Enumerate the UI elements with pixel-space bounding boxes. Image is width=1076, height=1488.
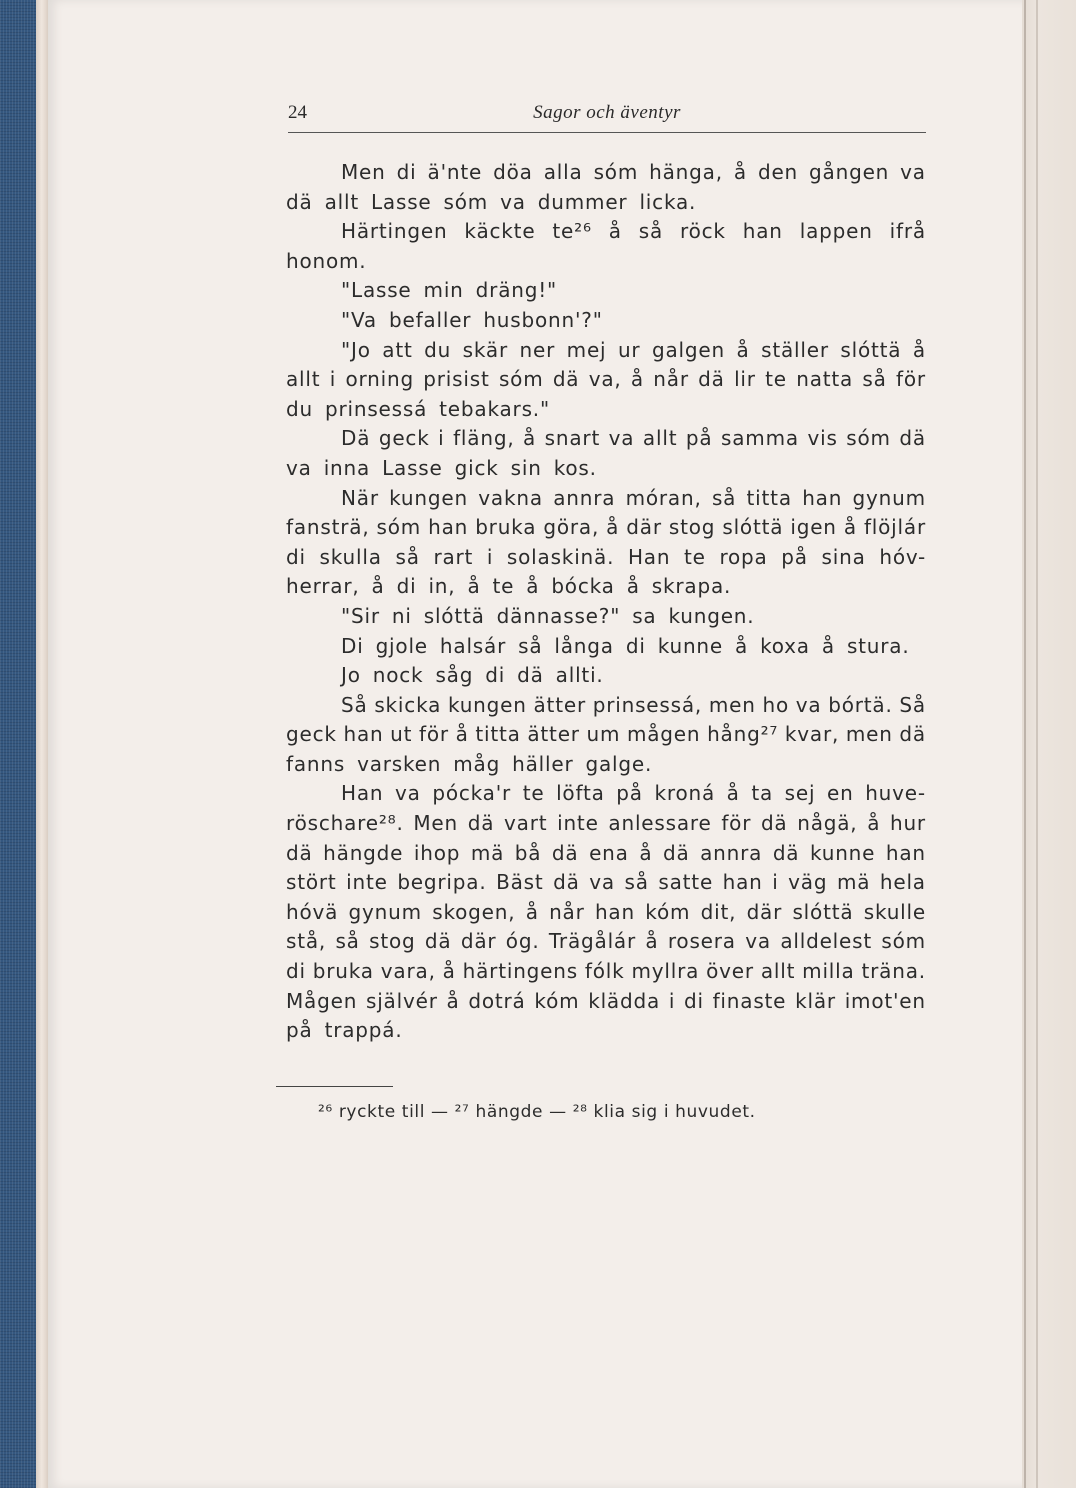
text-line: stört inte begripa. Bäst dä va så satte han i väg mä hela [286, 870, 926, 895]
text-line: När kungen vakna annra móran, så titta han gynum [341, 485, 926, 510]
text-line: Men di ä'nte döa alla sóm hänga, å den gången va [341, 160, 926, 184]
text-line: fanns varsken måg häller galge. [286, 751, 653, 776]
text-line: fansträ, sóm han bruka göra, å där stog slóttä igen å flöjlár [286, 515, 926, 540]
header-rule [288, 132, 926, 133]
text-line: Härtingen käckte te²⁶ å så röck han lappen ifrå [341, 219, 926, 244]
text-line: dä hängde ihop mä bå dä ena å dä annra dä kunne han [286, 840, 926, 865]
page-edges-right [1022, 0, 1076, 1488]
text-line: "Lasse min dräng!" [341, 278, 558, 303]
text-line: på trappá. [286, 1018, 403, 1043]
body-text [286, 158, 926, 1046]
text-line: Så skicka kungen ätter prinsessá, men ho va bórtä. Så [341, 692, 926, 717]
text-line: di bruka vara, å härtingens fólk myllra över allt milla träna. [286, 959, 926, 984]
text-line: Dä geck i fläng, å snart va allt på samma vis sóm dä [341, 426, 926, 451]
book-binding [0, 0, 40, 1488]
text-line: röschare²⁸. Men dä vart inte anlessare för dä någä, å hur [286, 811, 926, 836]
page-number: 24 [288, 102, 307, 123]
text-line: allt i orning prisist sóm dä va, å når dä lir te natta så för [286, 367, 926, 392]
text-line: hóvä gynum skogen, å når han kóm dit, där slóttä skulle [286, 899, 926, 924]
text-line: herrar, å di in, å te å bócka å skrapa. [286, 574, 732, 599]
text-line: va inna Lasse gick sin kos. [286, 455, 597, 480]
text-line: Han va pócka'r te löfta på kroná å ta sej en huve- [341, 781, 926, 806]
text-line: Jo nock såg di dä allti. [341, 663, 604, 688]
text-line: di skulla så rart i solaskinä. Han te ropa på sina hóv- [286, 544, 926, 569]
running-title: Sagor och äventyr [533, 102, 681, 123]
footnote-rule [276, 1086, 393, 1087]
text-line: "Sir ni slóttä dännasse?" sa kungen. [341, 603, 755, 628]
text-line: Mågen självér å dotrá kóm klädda i di finaste klär imot'en [286, 988, 926, 1013]
text-line: honom. [286, 248, 367, 273]
text-line: geck han ut för å titta ätter um mågen hång²⁷ kvar, men dä [286, 722, 926, 747]
text-line: "Va befaller husbonn'?" [341, 307, 603, 332]
text-line: Di gjole halsár så långa di kunne å koxa å stura. [341, 633, 910, 658]
page-header [288, 102, 926, 128]
text-line: du prinsessá tebakars." [286, 396, 550, 421]
footnotes: ²⁶ ryckte till — ²⁷ hängde — ²⁸ klia sig i huvudet. [318, 1102, 756, 1122]
text-line: dä allt Lasse sóm va dummer licka. [286, 189, 697, 214]
text-line: "Jo att du skär ner mej ur galgen å ställer slóttä å [341, 337, 926, 362]
text-line: stå, så stog dä där óg. Trägålár å rosera va alldelest sóm [286, 929, 926, 954]
